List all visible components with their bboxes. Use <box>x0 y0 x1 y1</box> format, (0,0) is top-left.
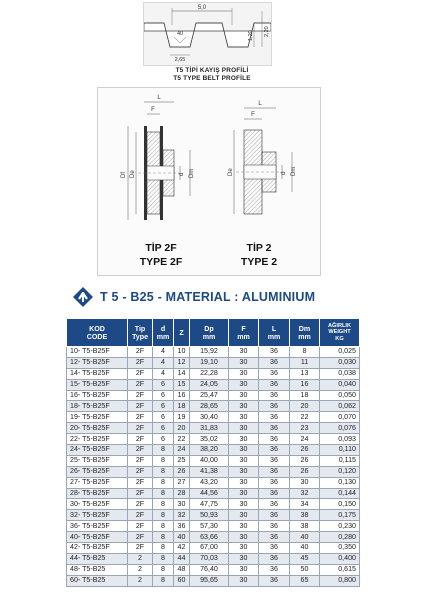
cell-type: 2F <box>128 499 153 510</box>
cell-f: 30 <box>229 347 259 358</box>
table-row <box>67 477 360 488</box>
cell-weight: 0,093 <box>320 434 360 445</box>
type-2-label-tr: TİP 2 <box>246 242 272 254</box>
cell-type: 2F <box>128 412 153 423</box>
col-header-l: L mm <box>259 319 290 347</box>
cell-dp: 25,47 <box>190 390 229 401</box>
cell-weight: 0,230 <box>320 521 360 532</box>
cell-l: 36 <box>259 575 290 586</box>
cell-l: 36 <box>259 564 290 575</box>
cell-f: 30 <box>229 499 259 510</box>
cell-l: 36 <box>259 445 290 456</box>
cell-code: 44- T5-B25 <box>67 553 128 564</box>
cell-weight: 0,350 <box>320 543 360 554</box>
cell-code: 36- T5-B25F <box>67 521 128 532</box>
cell-dm: 20 <box>290 401 320 412</box>
cell-f: 30 <box>229 488 259 499</box>
dim-tooth-height: 1,20 <box>248 30 254 41</box>
cell-z: 24 <box>174 445 190 456</box>
cell-dm: 50 <box>290 564 320 575</box>
cell-code: 42- T5-B25F <box>67 543 128 554</box>
table-row <box>67 510 360 521</box>
cell-d: 8 <box>153 477 174 488</box>
table-row <box>67 466 360 477</box>
table-row <box>67 575 360 586</box>
type-2-label-en: TYPE 2 <box>240 256 278 268</box>
cell-z: 19 <box>174 412 190 423</box>
cell-dp: 30,40 <box>190 412 229 423</box>
cell-dp: 38,20 <box>190 445 229 456</box>
cell-d: 8 <box>153 532 174 543</box>
col-header-code: KOD CODE <box>67 319 128 347</box>
cell-code: 25- T5-B25F <box>67 455 128 466</box>
cell-code: 40- T5-B25F <box>67 532 128 543</box>
cell-weight: 0,038 <box>320 368 360 379</box>
cell-weight: 0,040 <box>320 379 360 390</box>
col-header-z: Z <box>174 319 190 347</box>
cell-dp: 76,40 <box>190 564 229 575</box>
cell-l: 36 <box>259 412 290 423</box>
cell-type: 2F <box>128 390 153 401</box>
cell-d: 8 <box>153 510 174 521</box>
table-row <box>67 379 360 390</box>
cell-type: 2F <box>128 357 153 368</box>
cell-l: 36 <box>259 401 290 412</box>
cell-type: 2F <box>128 445 153 456</box>
cell-dp: 43,20 <box>190 477 229 488</box>
cell-d: 8 <box>153 553 174 564</box>
table-row <box>67 445 360 456</box>
pulley-types-drawing <box>97 87 321 276</box>
page-title: T 5 - B25 - MATERIAL : ALUMINIUM <box>100 290 316 304</box>
table-row <box>67 434 360 445</box>
cell-type: 2F <box>128 379 153 390</box>
table-row <box>67 390 360 401</box>
cell-z: 32 <box>174 510 190 521</box>
type-2f-dim-dm: Dm <box>189 168 195 178</box>
table-row <box>67 347 360 358</box>
type-2-dim-dm: Dm <box>291 166 297 176</box>
cell-z: 16 <box>174 390 190 401</box>
cell-type: 2F <box>128 466 153 477</box>
cell-weight: 0,030 <box>320 357 360 368</box>
cell-dm: 13 <box>290 368 320 379</box>
cell-dp: 40,00 <box>190 455 229 466</box>
cell-dp: 67,00 <box>190 543 229 554</box>
cell-dm: 8 <box>290 347 320 358</box>
cell-f: 30 <box>229 510 259 521</box>
cell-z: 15 <box>174 379 190 390</box>
cell-f: 30 <box>229 379 259 390</box>
cell-code: 22- T5-B25F <box>67 434 128 445</box>
cell-dm: 40 <box>290 532 320 543</box>
cell-dm: 26 <box>290 466 320 477</box>
cell-f: 30 <box>229 368 259 379</box>
col-header-dm: Dm mm <box>290 319 320 347</box>
cell-dp: 28,65 <box>190 401 229 412</box>
cell-dp: 31,83 <box>190 423 229 434</box>
cell-weight: 0,062 <box>320 401 360 412</box>
cell-code: 32- T5-B25F <box>67 510 128 521</box>
cell-z: 25 <box>174 455 190 466</box>
col-header-dp: Dp mm <box>190 319 229 347</box>
cell-z: 40 <box>174 532 190 543</box>
table-row <box>67 423 360 434</box>
table-row <box>67 488 360 499</box>
cell-weight: 0,800 <box>320 575 360 586</box>
cell-l: 36 <box>259 477 290 488</box>
cell-f: 30 <box>229 521 259 532</box>
cell-dm: 11 <box>290 357 320 368</box>
cell-d: 6 <box>153 412 174 423</box>
type-2f-dim-l: L <box>157 95 161 101</box>
cell-code: 28- T5-B25F <box>67 488 128 499</box>
cell-dm: 32 <box>290 488 320 499</box>
type-2f-label-tr: TİP 2F <box>145 242 177 254</box>
cell-code: 20- T5-B25F <box>67 423 128 434</box>
cell-weight: 0,110 <box>320 445 360 456</box>
table-row <box>67 412 360 423</box>
type-2f-dim-de: De <box>130 170 136 178</box>
cell-type: 2F <box>128 368 153 379</box>
cell-type: 2 <box>128 553 153 564</box>
cell-dm: 16 <box>290 379 320 390</box>
cell-type: 2F <box>128 488 153 499</box>
cell-z: 27 <box>174 477 190 488</box>
cell-l: 36 <box>259 553 290 564</box>
cell-d: 6 <box>153 401 174 412</box>
cell-l: 36 <box>259 521 290 532</box>
cell-f: 30 <box>229 477 259 488</box>
cell-f: 30 <box>229 543 259 554</box>
cell-type: 2 <box>128 575 153 586</box>
belt-caption-tr: T5 TİPİ KAYIŞ PROFİLİ <box>175 67 249 74</box>
spec-table <box>66 318 360 587</box>
cell-dm: 26 <box>290 455 320 466</box>
cell-d: 4 <box>153 347 174 358</box>
cell-dp: 57,30 <box>190 521 229 532</box>
cell-code: 12- T5-B25F <box>67 357 128 368</box>
cell-l: 36 <box>259 488 290 499</box>
cell-dm: 45 <box>290 553 320 564</box>
type-2-dim-d: d <box>281 171 287 175</box>
cell-d: 6 <box>153 434 174 445</box>
cell-dp: 47,75 <box>190 499 229 510</box>
cell-l: 36 <box>259 368 290 379</box>
cell-z: 18 <box>174 401 190 412</box>
cell-type: 2F <box>128 532 153 543</box>
cell-dp: 63,66 <box>190 532 229 543</box>
cell-l: 36 <box>259 466 290 477</box>
cell-weight: 0,150 <box>320 499 360 510</box>
cell-z: 44 <box>174 553 190 564</box>
cell-l: 36 <box>259 510 290 521</box>
dim-angle: 40 <box>176 31 184 37</box>
cell-f: 30 <box>229 564 259 575</box>
dim-total-height: 2,20 <box>264 26 270 37</box>
cell-type: 2F <box>128 401 153 412</box>
cell-dm: 38 <box>290 521 320 532</box>
col-header-type: Tip Type <box>128 319 153 347</box>
cell-d: 8 <box>153 445 174 456</box>
table-header-row <box>67 319 360 347</box>
cell-weight: 0,025 <box>320 347 360 358</box>
cell-type: 2F <box>128 510 153 521</box>
cell-z: 10 <box>174 347 190 358</box>
type-2-dim-l: L <box>258 101 262 107</box>
cell-dp: 41,38 <box>190 466 229 477</box>
cell-code: 48- T5-B25 <box>67 564 128 575</box>
cell-code: 30- T5-B25F <box>67 499 128 510</box>
cell-dp: 95,65 <box>190 575 229 586</box>
table-row <box>67 401 360 412</box>
belt-caption-en: T5 TYPE BELT PROFİLE <box>173 75 251 82</box>
table-row <box>67 499 360 510</box>
cell-weight: 0,400 <box>320 553 360 564</box>
cell-dm: 26 <box>290 445 320 456</box>
cell-type: 2F <box>128 455 153 466</box>
cell-f: 30 <box>229 357 259 368</box>
cell-dp: 35,02 <box>190 434 229 445</box>
cell-d: 8 <box>153 521 174 532</box>
col-header-weight: AĞIRLIK WEIGHT KG <box>320 319 360 347</box>
cell-code: 16- T5-B25F <box>67 390 128 401</box>
cell-f: 30 <box>229 553 259 564</box>
dim-pitch: 5,0 <box>197 5 207 11</box>
cell-dm: 38 <box>290 510 320 521</box>
belt-profile-svg <box>144 3 271 65</box>
cell-code: 14- T5-B25F <box>67 368 128 379</box>
cell-z: 48 <box>174 564 190 575</box>
cell-dm: 30 <box>290 477 320 488</box>
cell-l: 36 <box>259 499 290 510</box>
cell-z: 12 <box>174 357 190 368</box>
cell-f: 30 <box>229 575 259 586</box>
cell-weight: 0,076 <box>320 423 360 434</box>
cell-weight: 0,050 <box>320 390 360 401</box>
cell-l: 36 <box>259 455 290 466</box>
cell-d: 8 <box>153 455 174 466</box>
type-2-dim-f: F <box>251 112 255 118</box>
cell-code: 18- T5-B25F <box>67 401 128 412</box>
cell-dm: 24 <box>290 434 320 445</box>
cell-f: 30 <box>229 532 259 543</box>
cell-f: 30 <box>229 412 259 423</box>
cell-code: 24- T5-B25F <box>67 445 128 456</box>
cell-l: 36 <box>259 434 290 445</box>
type-2f-label-en: TYPE 2F <box>139 256 183 268</box>
cell-type: 2F <box>128 521 153 532</box>
cell-d: 8 <box>153 466 174 477</box>
cell-dm: 34 <box>290 499 320 510</box>
col-header-f: F mm <box>229 319 259 347</box>
cell-code: 26- T5-B25F <box>67 466 128 477</box>
cell-f: 30 <box>229 445 259 456</box>
section-heading <box>72 284 315 310</box>
col-header-d: d mm <box>153 319 174 347</box>
cell-dp: 15,92 <box>190 347 229 358</box>
table-row <box>67 532 360 543</box>
cell-type: 2F <box>128 543 153 554</box>
type-2f-drawing <box>121 95 195 220</box>
cell-d: 6 <box>153 423 174 434</box>
cell-l: 36 <box>259 357 290 368</box>
cell-code: 15- T5-B25F <box>67 379 128 390</box>
cell-z: 20 <box>174 423 190 434</box>
cell-z: 36 <box>174 521 190 532</box>
cell-z: 42 <box>174 543 190 554</box>
cell-dm: 23 <box>290 423 320 434</box>
table-row <box>67 368 360 379</box>
cell-type: 2 <box>128 564 153 575</box>
belt-profile-drawing <box>143 2 272 66</box>
cell-d: 8 <box>153 543 174 554</box>
cell-f: 30 <box>229 423 259 434</box>
cell-dp: 24,05 <box>190 379 229 390</box>
cell-weight: 0,615 <box>320 564 360 575</box>
cell-weight: 0,280 <box>320 532 360 543</box>
cell-dp: 50,93 <box>190 510 229 521</box>
cell-l: 36 <box>259 390 290 401</box>
cell-f: 30 <box>229 401 259 412</box>
cell-d: 8 <box>153 499 174 510</box>
cell-d: 6 <box>153 379 174 390</box>
cell-type: 2F <box>128 347 153 358</box>
dim-bottom-width: 2,65 <box>174 57 186 63</box>
cell-dp: 22,28 <box>190 368 229 379</box>
table-row <box>67 357 360 368</box>
cell-weight: 0,115 <box>320 455 360 466</box>
cell-l: 36 <box>259 543 290 554</box>
cell-code: 10- T5-B25F <box>67 347 128 358</box>
cell-type: 2F <box>128 434 153 445</box>
type-2f-dim-d: d <box>179 172 185 176</box>
cell-d: 4 <box>153 368 174 379</box>
cell-weight: 0,175 <box>320 510 360 521</box>
cell-d: 8 <box>153 575 174 586</box>
brand-logo-icon <box>72 286 94 308</box>
cell-type: 2F <box>128 477 153 488</box>
cell-f: 30 <box>229 466 259 477</box>
cell-z: 14 <box>174 368 190 379</box>
type-2f-dim-f: F <box>151 107 155 113</box>
cell-d: 4 <box>153 357 174 368</box>
cell-dp: 44,56 <box>190 488 229 499</box>
cell-dm: 40 <box>290 543 320 554</box>
cell-l: 36 <box>259 379 290 390</box>
cell-code: 60- T5-B25 <box>67 575 128 586</box>
cell-l: 36 <box>259 532 290 543</box>
table-row <box>67 553 360 564</box>
table-row <box>67 455 360 466</box>
type-2-dim-de: De <box>228 168 234 176</box>
cell-dm: 65 <box>290 575 320 586</box>
type-2f-dim-df: Df <box>121 172 127 178</box>
cell-d: 8 <box>153 488 174 499</box>
cell-code: 19- T5-B25F <box>67 412 128 423</box>
cell-f: 30 <box>229 434 259 445</box>
table-row <box>67 521 360 532</box>
cell-z: 26 <box>174 466 190 477</box>
cell-type: 2F <box>128 423 153 434</box>
cell-weight: 0,070 <box>320 412 360 423</box>
table-row <box>67 564 360 575</box>
cell-d: 6 <box>153 390 174 401</box>
cell-dm: 18 <box>290 390 320 401</box>
cell-f: 30 <box>229 390 259 401</box>
cell-f: 30 <box>229 455 259 466</box>
cell-z: 22 <box>174 434 190 445</box>
type-2-drawing <box>228 101 297 214</box>
cell-z: 28 <box>174 488 190 499</box>
cell-dp: 19,10 <box>190 357 229 368</box>
cell-z: 60 <box>174 575 190 586</box>
cell-weight: 0,120 <box>320 466 360 477</box>
cell-dp: 70,03 <box>190 553 229 564</box>
cell-l: 36 <box>259 347 290 358</box>
type-2f-label <box>126 241 196 269</box>
cell-dm: 22 <box>290 412 320 423</box>
cell-l: 36 <box>259 423 290 434</box>
cell-d: 8 <box>153 564 174 575</box>
cell-code: 27- T5-B25F <box>67 477 128 488</box>
cell-weight: 0,144 <box>320 488 360 499</box>
type-2-label <box>224 241 294 269</box>
table-row <box>67 543 360 554</box>
cell-weight: 0,130 <box>320 477 360 488</box>
cell-z: 30 <box>174 499 190 510</box>
